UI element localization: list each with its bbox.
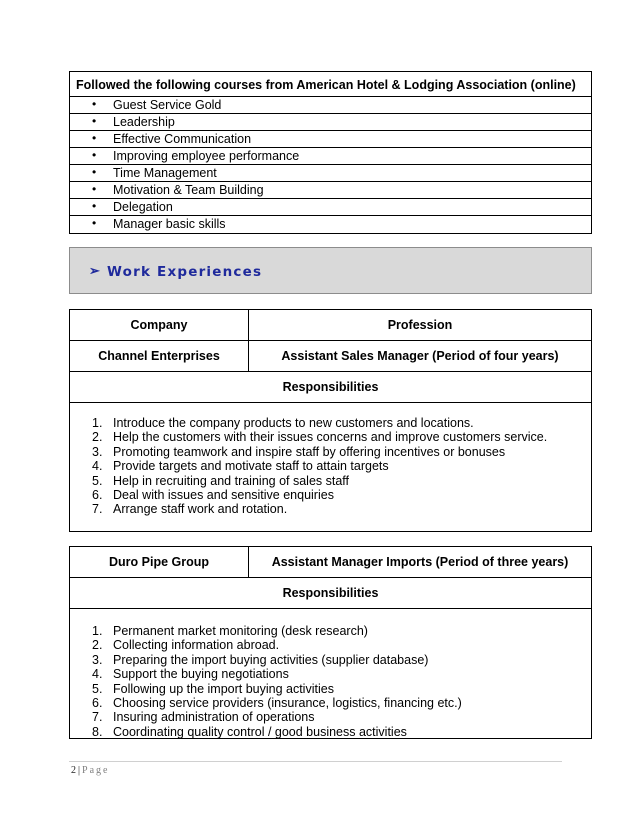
list-number: 2. [92,638,103,653]
course-item [70,165,591,182]
course-label: Time Management [113,166,217,180]
list-text: Following up the import buying activities [113,681,334,696]
bullet-icon: • [92,97,97,111]
page-footer [71,765,109,776]
list-text: Choosing service providers (insurance, logistics, financing etc.) [113,695,462,710]
course-item [70,97,591,114]
company-column-header: Company [70,310,249,340]
bullet-icon: • [92,131,97,145]
responsibilities-list [70,609,591,739]
list-item [70,638,591,652]
job-info-row [70,341,591,372]
list-item [70,430,591,444]
list-item [70,488,591,502]
list-number: 8. [92,724,103,739]
course-label: Effective Communication [113,132,252,146]
list-number: 1. [92,624,103,638]
course-label: Guest Service Gold [113,98,222,112]
list-item [70,445,591,459]
list-item [70,459,591,473]
footer-separator: | [78,765,81,776]
list-item [70,653,591,667]
responsibilities-heading: Responsibilities [70,578,591,609]
list-number: 3. [92,652,103,667]
list-text: Support the buying negotiations [113,667,289,682]
course-label: Motivation & Team Building [113,183,264,197]
profession-column-header: Profession [387,318,453,332]
list-item [70,696,591,710]
bullet-icon: • [92,216,97,230]
responsibilities-list [70,403,591,517]
bullet-icon: • [92,182,97,196]
list-item [70,710,591,724]
list-text: Introduce the company products to new customers and locations. [113,416,474,430]
list-text: Preparing the import buying activities (supplier database) [113,652,429,667]
list-item [70,474,591,488]
list-number: 4. [92,667,103,682]
list-text: Promoting teamwork and inspire staff by offering incentives or bonuses [113,444,506,459]
list-text: Collecting information abroad. [113,638,280,653]
course-item [70,131,591,148]
list-item [70,624,591,638]
bullet-icon: • [92,148,97,162]
list-number: 7. [92,502,103,517]
course-item [70,199,591,216]
course-label: Improving employee performance [113,149,300,163]
list-number: 3. [92,444,103,459]
list-text: Insuring administration of operations [113,710,315,725]
courses-heading: Followed the following courses from American Hotel & Lodging Association (online) [70,72,591,97]
list-number: 5. [92,473,103,488]
job-info-row [70,547,591,578]
section-title: Work Experiences [107,264,263,280]
list-text: Help in recruiting and training of sales staff [113,473,350,488]
course-item [70,216,591,233]
list-text: Deal with issues and sensitive enquiries [113,487,334,502]
course-item [70,114,591,131]
profession-title: Assistant Sales Manager (Period of four years) [281,349,559,363]
job-header-row [70,310,591,341]
list-item [70,502,591,516]
list-number: 7. [92,710,103,725]
list-text: Help the customers with their issues concerns and improve customers service. [113,430,548,445]
list-item [70,682,591,696]
course-label: Manager basic skills [113,217,226,231]
list-number: 6. [92,695,103,710]
bullet-icon: • [92,165,97,179]
list-number: 5. [92,681,103,696]
job-table-duro-pipe-group [69,546,592,739]
list-number: 1. [92,416,103,430]
bullet-icon: • [92,114,97,128]
list-item [70,416,591,430]
section-banner [69,247,592,294]
list-item [70,725,591,739]
profession-title: Assistant Manager Imports (Period of three years) [271,555,569,569]
arrow-bullet-icon: ➢ [89,263,100,278]
job-table-channel-enterprises [69,309,592,532]
bullet-icon: • [92,199,97,213]
page-number: 2 [71,765,76,776]
courses-table [69,71,592,234]
list-text: Provide targets and motivate staff to attain targets [113,459,389,474]
list-text: Coordinating quality control / good business activities [113,724,407,739]
course-label: Leadership [113,115,175,129]
footer-divider [69,761,562,762]
company-name: Duro Pipe Group [70,547,249,577]
list-item [70,667,591,681]
course-item [70,148,591,165]
list-text: Permanent market monitoring (desk research) [113,624,368,638]
list-number: 6. [92,487,103,502]
course-label: Delegation [113,200,173,214]
company-name: Channel Enterprises [70,341,249,371]
responsibilities-heading: Responsibilities [70,372,591,403]
list-number: 4. [92,459,103,474]
course-item [70,182,591,199]
page-label: Page [82,765,110,776]
list-text: Arrange staff work and rotation. [113,502,288,517]
list-number: 2. [92,430,103,445]
